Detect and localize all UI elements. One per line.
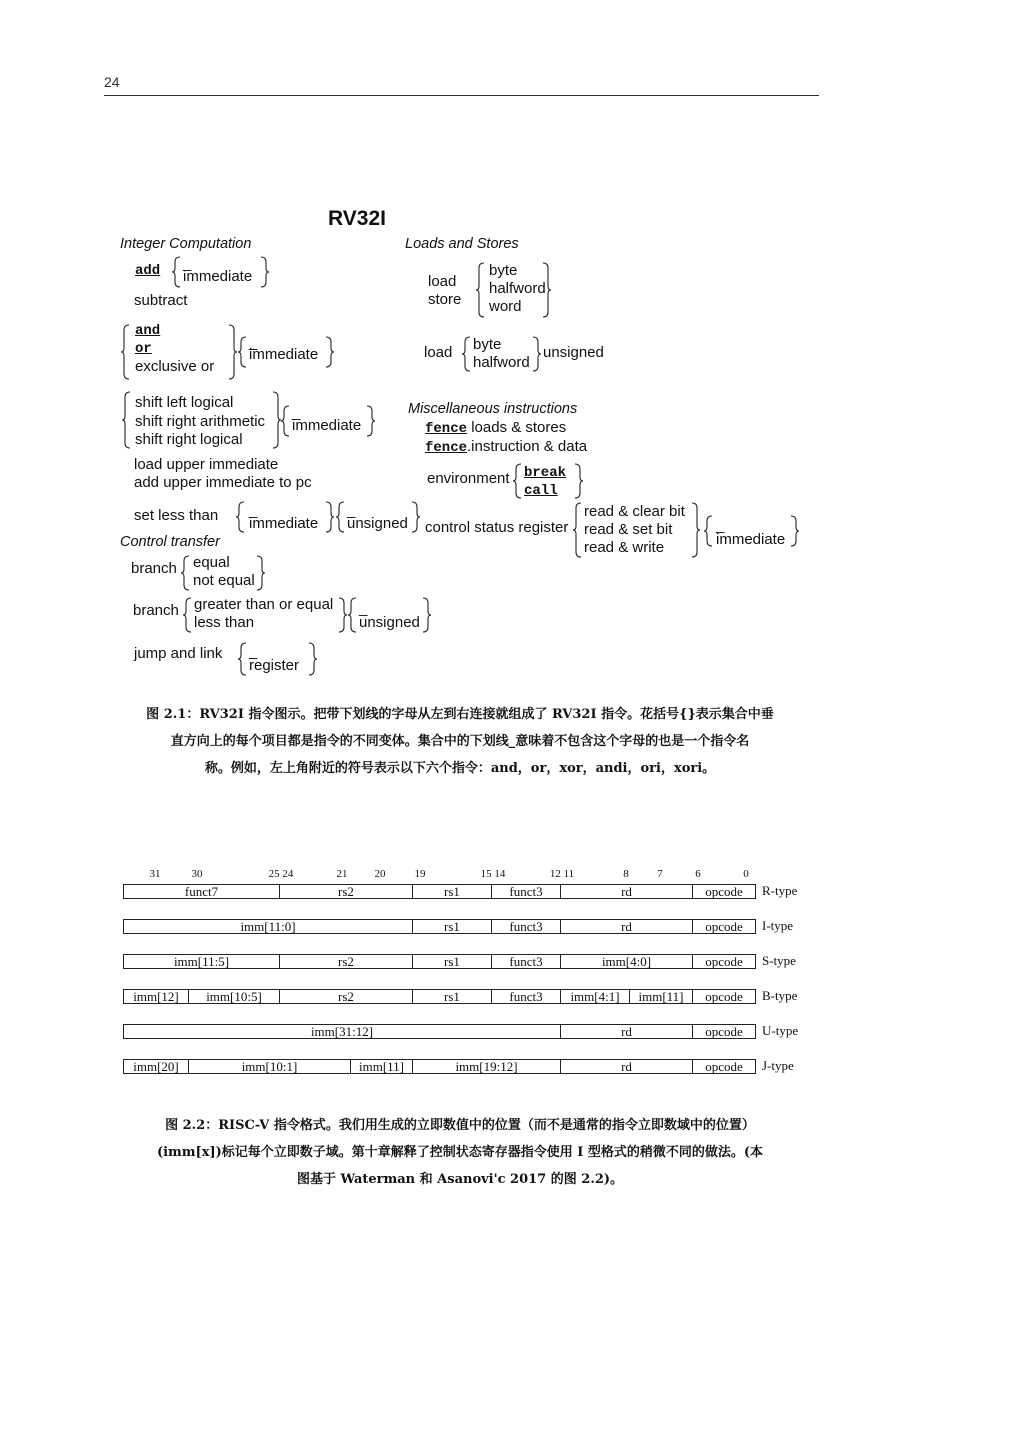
caption-line: 直方向上的每个项目都是指令的不同变体。集合中的下划线_意味着不包含这个字母的也是一个指令名 [170, 734, 750, 749]
left-brace-icon [281, 405, 291, 437]
field-rs2: rs2 [280, 955, 413, 968]
fence-keyword: fence [425, 440, 468, 456]
left-brace-icon [336, 501, 346, 533]
blank-option: _ [347, 502, 356, 519]
field-imm: imm[11:0] [124, 920, 413, 933]
bit-label: 19 [414, 868, 426, 880]
right-brace-icon [228, 324, 238, 380]
field-rd: rd [561, 920, 693, 933]
left-brace-icon [122, 391, 132, 449]
field-rd: rd [561, 885, 693, 898]
left-brace-icon [704, 515, 714, 547]
blank-option: _ [183, 255, 192, 272]
csr-read-set: read & set bit [584, 521, 673, 538]
right-brace-icon [308, 642, 318, 676]
right-brace-icon [691, 502, 701, 558]
right-brace-icon [260, 256, 270, 288]
jal-label: jump and link [134, 645, 223, 662]
left-brace-icon [181, 555, 191, 591]
field-rs1: rs1 [413, 990, 492, 1003]
diagram-title: RV32I [328, 207, 386, 230]
bit-label: 6 [695, 868, 701, 880]
csr-read-write: read & write [584, 539, 665, 556]
header-rule [104, 95, 819, 96]
register-option: register [249, 657, 300, 674]
left-brace-icon [238, 336, 248, 368]
width-halfword: halfword [489, 280, 546, 297]
left-brace-icon [348, 597, 358, 633]
branch-less-than: less than [194, 614, 255, 631]
field-rs2: rs2 [280, 990, 413, 1003]
add-label: add [135, 263, 161, 279]
branch-label: branch [133, 602, 179, 619]
field-imm: imm[4:1] [561, 990, 630, 1003]
left-brace-icon [462, 336, 472, 372]
right-brace-icon [325, 336, 335, 368]
format-type-label: J-type [762, 1058, 794, 1073]
bit-label: 21 [336, 868, 348, 880]
field-imm: imm[11] [630, 990, 693, 1003]
caption-line: 图 2.1：RV32I 指令图示。把带下划线的字母从左到右连接就组成了 RV32I 指令。花括号{}表示集合中垂 [146, 707, 774, 722]
blank-option: _ [716, 517, 725, 534]
format-row-b [123, 989, 756, 1004]
blank-option: _ [249, 334, 258, 351]
subtract-label: subtract [134, 292, 188, 309]
misc-heading: Miscellaneous instructions [408, 401, 578, 417]
field-funct7: funct7 [124, 885, 280, 898]
field-funct3: funct3 [492, 955, 561, 968]
left-brace-icon [238, 642, 248, 676]
uwidth-byte: byte [473, 336, 502, 353]
bit-label: 20 [374, 868, 386, 880]
bit-label: 15 14 [480, 868, 506, 880]
field-rs1: rs1 [413, 885, 492, 898]
fence-instruction-data: .instruction & data [467, 438, 588, 455]
right-brace-icon [411, 501, 421, 533]
field-imm: imm[11] [351, 1060, 413, 1073]
left-brace-icon [172, 256, 182, 288]
right-brace-icon [574, 463, 584, 499]
op-store: store [428, 291, 462, 308]
figure-2-1-caption [100, 701, 820, 782]
right-brace-icon [366, 405, 376, 437]
field-rd: rd [561, 1060, 693, 1073]
field-opcode: opcode [705, 884, 743, 899]
caption-line: (imm[x])标记每个立即数子域。第十章解释了控制状态寄存器指令使用 I 型格式的稍微不同的做法。(本 [156, 1145, 764, 1160]
format-type-label: B-type [762, 988, 798, 1003]
environment-label: environment [427, 470, 510, 487]
field-imm: imm[4:0] [561, 955, 693, 968]
right-brace-icon [338, 597, 348, 633]
field-imm: imm[19:12] [413, 1060, 561, 1073]
bit-label: 12 11 [549, 868, 575, 880]
caption-line: 图 2.2：RISC-V 指令格式。我们用生成的立即数值中的位置（而不是通常的指令立即数域中的位置） [165, 1118, 755, 1133]
shift-right-logical: shift right logical [135, 431, 243, 448]
left-brace-icon [476, 262, 486, 318]
format-row-r [123, 884, 756, 899]
env-call: call [524, 483, 558, 499]
immediate-option: immediate [716, 531, 786, 548]
field-imm: imm[11:5] [124, 955, 280, 968]
immediate-option: immediate [249, 346, 319, 363]
format-type-label: R-type [762, 883, 798, 898]
width-byte: byte [489, 262, 518, 279]
right-brace-icon [542, 262, 552, 318]
blank-option: _ [359, 600, 368, 617]
fence-line-2 [425, 438, 587, 457]
format-row-j [123, 1059, 756, 1074]
caption-line: 称。例如，左上角附近的符号表示以下六个指令：and，or，xor，andi，ori，xori。 [204, 761, 716, 776]
right-brace-icon [325, 501, 335, 533]
bit-label: 8 [623, 868, 629, 880]
op-load: load [428, 273, 457, 290]
env-break: break [524, 465, 567, 481]
logic-xor: exclusive or [135, 358, 215, 375]
bit-label: 7 [657, 868, 663, 880]
fence-loads-stores: loads & stores [471, 419, 567, 436]
field-funct3: funct3 [492, 920, 561, 933]
right-brace-icon [790, 515, 800, 547]
format-type-label: U-type [762, 1023, 799, 1038]
format-row-i [123, 919, 756, 934]
field-imm: imm[10:5] [189, 990, 280, 1003]
field-opcode: opcode [705, 989, 743, 1004]
field-rd: rd [561, 1025, 693, 1038]
field-rs2: rs2 [280, 885, 413, 898]
width-word: word [489, 298, 522, 315]
format-row-u [123, 1024, 756, 1039]
field-rs1: rs1 [413, 920, 492, 933]
format-type-label: I-type [762, 918, 794, 933]
bit-label: 30 [191, 868, 203, 880]
immediate-option: immediate [183, 268, 253, 285]
fence-keyword: fence [425, 421, 468, 437]
branch-greater-equal: greater than or equal [194, 596, 334, 613]
field-opcode: opcode [705, 1024, 743, 1039]
immediate-option: immediate [292, 417, 362, 434]
figure-2-2-caption [100, 1112, 820, 1193]
left-brace-icon [236, 501, 246, 533]
field-imm: imm[10:1] [189, 1060, 351, 1073]
logic-and: and [135, 323, 161, 339]
control-transfer-heading: Control transfer [120, 534, 220, 550]
immediate-option: immediate [249, 515, 319, 532]
format-row-s [123, 954, 756, 969]
blank-option: _ [249, 643, 258, 660]
right-brace-icon [422, 597, 432, 633]
field-opcode: opcode [705, 1059, 743, 1074]
field-opcode: opcode [705, 919, 743, 934]
fence-line-1 [425, 419, 566, 438]
field-opcode: opcode [705, 954, 743, 969]
left-brace-icon [513, 463, 523, 499]
field-imm: imm[31:12] [124, 1025, 561, 1038]
field-imm: imm[20] [124, 1060, 189, 1073]
blank-option: _ [249, 502, 258, 519]
page-number: 24 [104, 74, 120, 90]
shift-right-arithmetic: shift right arithmetic [135, 413, 266, 430]
bit-label: 25 24 [268, 868, 294, 880]
field-rs1: rs1 [413, 955, 492, 968]
field-imm: imm[12] [124, 990, 189, 1003]
shift-left-logical: shift left logical [135, 394, 234, 411]
field-funct3: funct3 [492, 990, 561, 1003]
right-brace-icon [532, 336, 542, 372]
csr-label: control status register [425, 519, 569, 536]
left-brace-icon [183, 597, 193, 633]
unsigned-option: unsigned [347, 515, 408, 532]
branch-not-equal: not equal [193, 572, 255, 589]
left-brace-icon [121, 324, 131, 380]
format-type-label: S-type [762, 953, 796, 968]
bit-label: 0 [743, 868, 749, 880]
unsigned-option: unsigned [359, 614, 420, 631]
unsigned-suffix: unsigned [543, 344, 604, 361]
blank-option: _ [292, 404, 301, 421]
bit-label: 31 [149, 868, 161, 880]
lui-label: load upper immediate [134, 456, 279, 473]
logic-or: or [135, 341, 152, 357]
uwidth-halfword: halfword [473, 354, 530, 371]
auipc-label: add upper immediate to pc [134, 474, 312, 491]
integer-computation-heading: Integer Computation [120, 236, 252, 252]
right-brace-icon [256, 555, 266, 591]
branch-label: branch [131, 560, 177, 577]
csr-read-clear: read & clear bit [584, 503, 685, 520]
load-unsigned-label: load [424, 344, 453, 361]
loads-stores-heading: Loads and Stores [405, 236, 519, 252]
branch-equal: equal [193, 554, 230, 571]
caption-line: 图基于 Waterman 和 Asanovi'c 2017 的图 2.2)。 [296, 1172, 624, 1187]
slt-label: set less than [134, 507, 219, 524]
left-brace-icon [573, 502, 583, 558]
field-funct3: funct3 [492, 885, 561, 898]
